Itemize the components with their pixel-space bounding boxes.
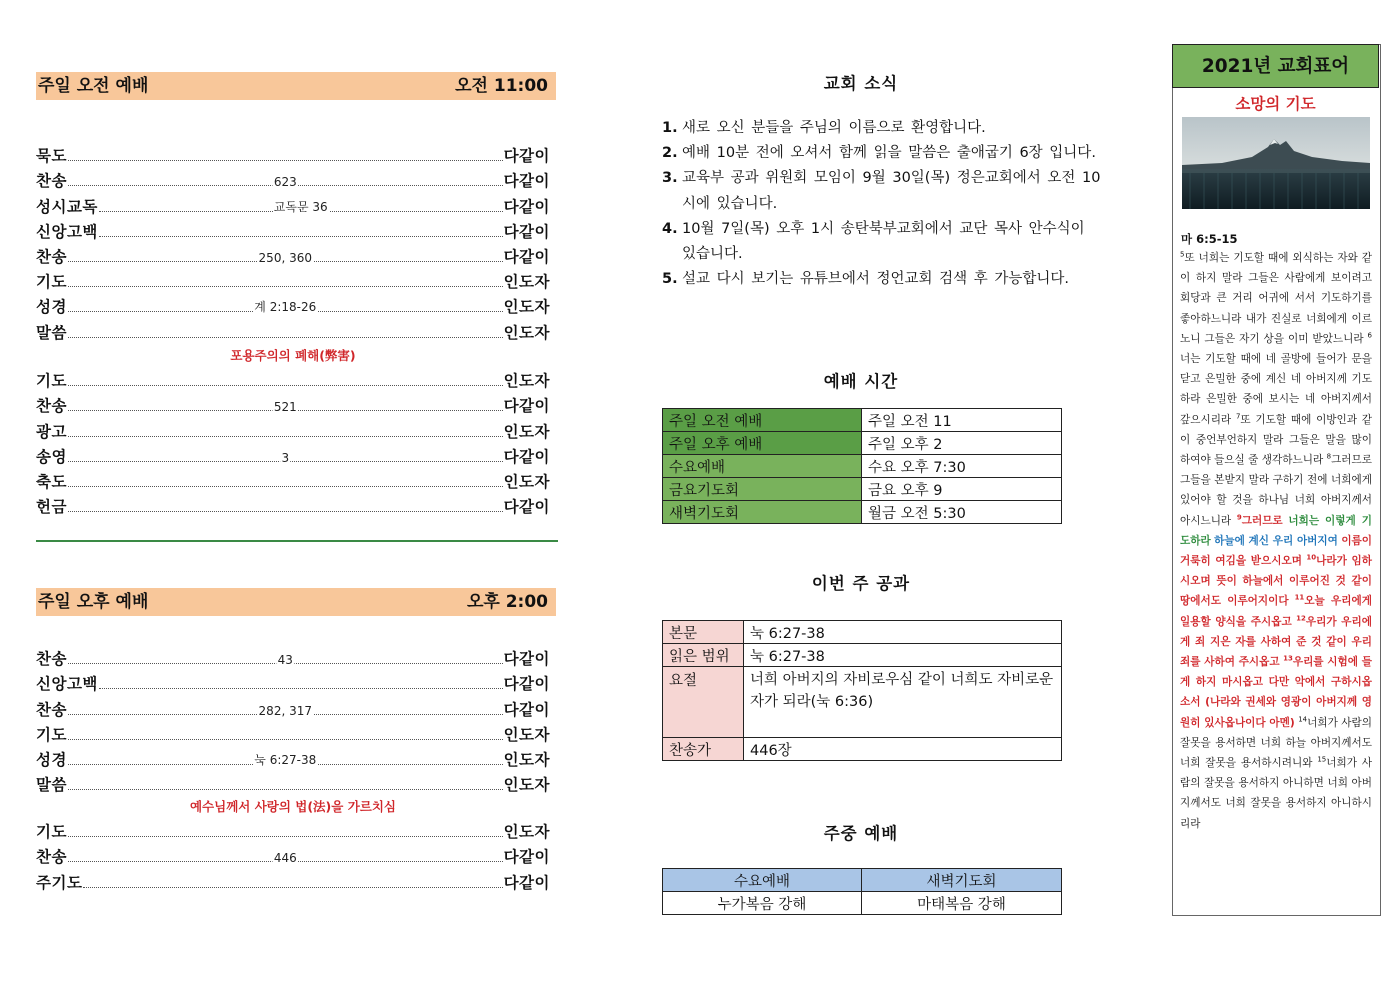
midweek-table xyxy=(662,868,1062,915)
afternoon-sermon-title: 예수님께서 사랑의 법(法)을 가르치심 xyxy=(189,799,397,814)
schedule-time: 월금 오전 5:30 xyxy=(862,501,1062,524)
verse-text: 나라가 임하시오며 뜻이 하늘에서 이루어진 것 같이 땅에서도 이루어지이다 xyxy=(1180,555,1372,608)
dot-leader xyxy=(68,752,503,767)
dot-leader xyxy=(68,486,503,487)
order-leader: 다같이 xyxy=(503,675,550,694)
midweek-title: 주중 예배 xyxy=(823,824,899,843)
order-leader: 인도자 xyxy=(503,323,550,342)
order-detail: 623 xyxy=(273,175,297,190)
table-row xyxy=(663,738,1062,761)
dot-leader xyxy=(68,436,503,437)
lesson-key: 요절 xyxy=(663,667,744,738)
news-text: 새로 오신 분들을 주님의 이름으로 환영합니다. xyxy=(682,120,986,136)
order-leader: 인도자 xyxy=(503,776,550,795)
order-label: 찬송 xyxy=(36,848,67,867)
order-row xyxy=(36,644,550,669)
order-leader: 인도자 xyxy=(503,472,550,491)
order-leader: 다같이 xyxy=(503,197,550,216)
order-row xyxy=(36,366,550,391)
verse-number: 13 xyxy=(1283,654,1293,663)
dot-leader xyxy=(99,688,503,689)
verse-text: 우리를 시험에 들게 하지 마시옵고 다만 악에서 구하시옵소서 (나라와 권세와 영광이 아버지께 영원히 있사옵나이다 아멘) xyxy=(1180,656,1373,729)
order-row xyxy=(36,669,550,694)
schedule-name: 주일 오전 예배 xyxy=(663,409,862,432)
order-label: 기도 xyxy=(36,725,67,744)
order-leader: 다같이 xyxy=(503,650,550,669)
afternoon-service-time: 오후 2:00 xyxy=(466,592,548,612)
order-label: 축도 xyxy=(36,472,67,491)
verse-text: 하늘에 계신 우리 아버지여 xyxy=(1214,534,1338,547)
dot-leader xyxy=(68,400,503,415)
order-row xyxy=(36,694,550,719)
verse-text: 너는 기도할 때에 네 골방에 들어가 문을 닫고 은밀한 중에 계신 네 아버지께 기도하라 은밀한 중에 보시는 네 아버지께서 갚으시리라 xyxy=(1180,353,1372,426)
dot-leader xyxy=(68,250,503,265)
table-row xyxy=(663,667,1062,738)
verse-text: 또 너희는 기도할 때에 외식하는 자와 같이 하지 말라 그들은 사람에게 보이려고 회당과 큰 거리 어귀에 서서 기도하기를 좋아하느니라 내가 진실로 너희에게 이르노니 그들은 자기 상을 이미 받았느니라 xyxy=(1180,252,1372,345)
dot-leader xyxy=(83,887,502,888)
news-item xyxy=(662,217,1102,267)
order-leader: 다같이 xyxy=(503,172,550,191)
verse-text: 그러므로 그들을 본받지 말라 구하기 전에 너희에게 있어야 할 것을 하나님 너희 아버지께서 아시느니라 xyxy=(1180,454,1372,527)
news-text: 10월 7일(목) 오후 1시 송탄북부교회에서 교단 목사 안수식이 있습니다. xyxy=(682,220,1085,263)
morning-service-header xyxy=(36,72,556,100)
lesson-key: 본문 xyxy=(663,621,744,644)
order-row xyxy=(36,467,550,492)
verse-number: 9 xyxy=(1236,513,1242,522)
order-label: 성시교독 xyxy=(36,197,98,216)
order-row xyxy=(36,292,550,317)
verse-number: 15 xyxy=(1317,755,1327,764)
midweek-header: 새벽기도회 xyxy=(862,869,1062,892)
verse-text: 너희가 사람의 잘못을 용서하지 아니하면 너희 아버지께서도 너희 잘못을 용서하지 아니하시리라 xyxy=(1180,757,1372,830)
news-text: 교육부 공과 위원회 모임이 9월 30일(목) 정은교회에서 오전 10시에 있습니다. xyxy=(682,170,1101,212)
morning-order-list-2 xyxy=(36,366,550,517)
order-row xyxy=(36,442,550,467)
lesson-value: 너희 아버지의 자비로우심 같이 너희도 자비로운 자가 되라(눅 6:36) xyxy=(744,667,1062,738)
order-label: 말씀 xyxy=(36,776,67,795)
order-row xyxy=(36,242,550,267)
dot-leader xyxy=(68,851,503,866)
verse-number: 10 xyxy=(1306,553,1317,562)
order-row xyxy=(36,416,550,441)
order-detail: 교독문 36 xyxy=(273,199,328,214)
midweek-header: 수요예배 xyxy=(663,869,862,892)
order-leader: 다같이 xyxy=(503,222,550,241)
verse-number: 11 xyxy=(1294,593,1305,602)
news-number: 4. xyxy=(662,220,678,237)
verse-number: 14 xyxy=(1298,715,1308,724)
order-label: 찬송 xyxy=(36,650,67,669)
news-number: 1. xyxy=(662,120,678,136)
order-label: 기도 xyxy=(36,273,67,292)
news-number: 2. xyxy=(662,145,678,162)
order-detail: 282, 317 xyxy=(258,703,312,718)
dot-leader xyxy=(68,653,503,668)
lesson-key: 읽은 범위 xyxy=(663,644,744,667)
table-row xyxy=(663,478,1062,501)
order-label: 묵도 xyxy=(36,147,67,166)
schedule-time: 수요 오후 7:30 xyxy=(862,455,1062,478)
table-row xyxy=(663,455,1062,478)
order-leader: 인도자 xyxy=(503,273,550,292)
morning-service-time: 오전 11:00 xyxy=(455,76,548,96)
morning-service-title: 주일 오전 예배 xyxy=(38,76,149,96)
morning-sermon-title: 포용주의의 폐해(弊害) xyxy=(230,348,356,363)
verse-text: 그러므로 xyxy=(1241,514,1283,527)
dot-leader xyxy=(68,300,503,315)
verse-text: 이름이 거룩히 여김을 받으시오며 xyxy=(1180,534,1373,568)
dot-leader xyxy=(68,739,503,740)
order-row xyxy=(36,720,550,745)
lesson-table xyxy=(662,620,1062,761)
dot-leader xyxy=(68,789,503,790)
afternoon-service-title: 주일 오후 예배 xyxy=(38,592,149,612)
verse-number: 6 xyxy=(1367,331,1372,340)
verse-number: 8 xyxy=(1326,452,1332,461)
schedule-table xyxy=(662,408,1062,524)
order-label: 신앙고백 xyxy=(36,675,98,694)
schedule-name: 수요예배 xyxy=(663,455,862,478)
table-row xyxy=(663,644,1062,667)
order-label: 기도 xyxy=(36,372,67,391)
order-leader: 인도자 xyxy=(503,823,550,842)
order-detail: 250, 360 xyxy=(258,250,312,265)
order-row xyxy=(36,217,550,242)
order-label: 찬송 xyxy=(36,172,67,191)
order-row xyxy=(36,166,550,191)
order-leader: 인도자 xyxy=(503,298,550,317)
table-row xyxy=(663,869,1062,892)
schedule-name: 주일 오후 예배 xyxy=(663,432,862,455)
order-label: 찬송 xyxy=(36,247,67,266)
table-row xyxy=(663,892,1062,915)
dot-leader xyxy=(68,385,503,386)
mountain-landscape-image xyxy=(1182,117,1370,209)
order-row xyxy=(36,770,550,795)
order-row xyxy=(36,745,550,770)
order-label: 성경 xyxy=(36,750,67,769)
afternoon-service-header xyxy=(36,588,556,616)
dot-leader xyxy=(68,511,503,512)
verse-text: 우리가 우리에게 죄 지은 자를 사하여 준 것 같이 우리 죄를 사하여 주시옵고 xyxy=(1180,615,1372,669)
order-label: 찬송 xyxy=(36,397,67,416)
order-leader: 다같이 xyxy=(503,247,550,266)
order-label: 성경 xyxy=(36,298,67,317)
lesson-value: 눅 6:27-38 xyxy=(744,644,1062,667)
dot-leader xyxy=(68,337,503,338)
schedule-name: 새벽기도회 xyxy=(663,501,862,524)
news-item xyxy=(662,116,1102,141)
order-detail: 3 xyxy=(281,450,290,465)
order-row xyxy=(36,492,550,517)
order-row xyxy=(36,191,550,216)
dot-leader xyxy=(68,703,503,718)
table-row xyxy=(663,409,1062,432)
afternoon-order-list-2 xyxy=(36,817,550,893)
dot-leader xyxy=(68,450,503,465)
order-label: 주기도 xyxy=(36,873,83,892)
order-leader: 인도자 xyxy=(503,422,550,441)
order-detail: 521 xyxy=(273,400,297,415)
news-number: 3. xyxy=(662,170,678,187)
order-label: 광고 xyxy=(36,422,67,441)
schedule-title: 예배 시간 xyxy=(823,372,899,391)
news-item xyxy=(662,141,1102,166)
order-leader: 다같이 xyxy=(503,873,550,892)
order-label: 말씀 xyxy=(36,323,67,342)
order-leader: 다같이 xyxy=(503,447,550,466)
order-label: 신앙고백 xyxy=(36,222,98,241)
order-row xyxy=(36,267,550,292)
order-leader: 다같이 xyxy=(503,498,550,517)
order-row xyxy=(36,141,550,166)
verse-text: 너희가 사람의 잘못을 용서하면 너희 하늘 아버지께서도 너희 잘못을 용서하시려니와 xyxy=(1180,716,1372,770)
dot-leader xyxy=(68,175,503,190)
dot-leader xyxy=(99,199,503,214)
midweek-value: 누가복음 강해 xyxy=(663,892,862,915)
order-label: 송영 xyxy=(36,447,67,466)
news-item xyxy=(662,267,1102,292)
dot-leader xyxy=(68,286,503,287)
lesson-value: 446장 xyxy=(744,738,1062,761)
dot-leader xyxy=(99,236,503,237)
schedule-name: 금요기도회 xyxy=(663,478,862,501)
news-text: 설교 다시 보기는 유튜브에서 정언교회 검색 후 가능합니다. xyxy=(682,271,1070,288)
verse-text: 또 기도할 때에 이방인과 같이 중언부언하지 말라 그들은 말을 많이 하여야 들으실 줄 생각하느니라 xyxy=(1180,413,1372,467)
order-label: 찬송 xyxy=(36,700,67,719)
order-detail: 43 xyxy=(277,653,293,668)
table-row xyxy=(663,501,1062,524)
scripture-reference: 마 6:5-15 xyxy=(1181,232,1238,246)
motto-subtitle: 소망의 기도 xyxy=(1235,95,1316,113)
order-leader: 다같이 xyxy=(503,397,550,416)
order-leader: 인도자 xyxy=(503,725,550,744)
order-leader: 인도자 xyxy=(503,372,550,391)
order-row xyxy=(36,817,550,842)
order-label: 기도 xyxy=(36,823,67,842)
order-row xyxy=(36,317,550,342)
section-divider xyxy=(36,540,558,542)
verse-text: 너희는 이렇게 기도하라 xyxy=(1180,514,1372,547)
motto-title: 2021년 교회표어 xyxy=(1172,44,1379,88)
order-label: 헌금 xyxy=(36,498,67,517)
lesson-key: 찬송가 xyxy=(663,738,744,761)
order-leader: 인도자 xyxy=(503,750,550,769)
table-row xyxy=(663,621,1062,644)
verse-number: 12 xyxy=(1296,614,1306,623)
news-list xyxy=(662,116,1102,292)
order-leader: 다같이 xyxy=(503,848,550,867)
news-text: 예배 10분 전에 오셔서 함께 읽을 말씀은 출애굽기 6장 입니다. xyxy=(682,145,1096,162)
order-row xyxy=(36,842,550,867)
news-item xyxy=(662,166,1102,216)
dot-leader xyxy=(68,160,503,161)
verse-number: 5 xyxy=(1180,250,1185,259)
scripture-text xyxy=(1180,248,1372,834)
order-row xyxy=(36,867,550,892)
order-detail: 계 2:18-26 xyxy=(254,300,317,315)
order-leader: 다같이 xyxy=(503,147,550,166)
lesson-value: 눅 6:27-38 xyxy=(744,621,1062,644)
lesson-title: 이번 주 공과 xyxy=(811,574,911,593)
order-detail: 눅 6:27-38 xyxy=(254,752,317,767)
verse-text: 오늘 우리에게 일용할 양식을 주시옵고 xyxy=(1180,595,1372,628)
order-leader: 다같이 xyxy=(503,700,550,719)
table-row xyxy=(663,432,1062,455)
afternoon-order-list xyxy=(36,644,550,795)
morning-order-list xyxy=(36,141,550,343)
news-title: 교회 소식 xyxy=(823,74,899,93)
order-row xyxy=(36,391,550,416)
schedule-time: 주일 오후 2 xyxy=(862,432,1062,455)
schedule-time: 금요 오후 9 xyxy=(862,478,1062,501)
news-number: 5. xyxy=(662,271,678,288)
order-detail: 446 xyxy=(273,851,297,866)
midweek-value: 마태복음 강해 xyxy=(862,892,1062,915)
schedule-time: 주일 오전 11 xyxy=(862,409,1062,432)
verse-number: 7 xyxy=(1235,412,1241,421)
dot-leader xyxy=(68,836,503,837)
